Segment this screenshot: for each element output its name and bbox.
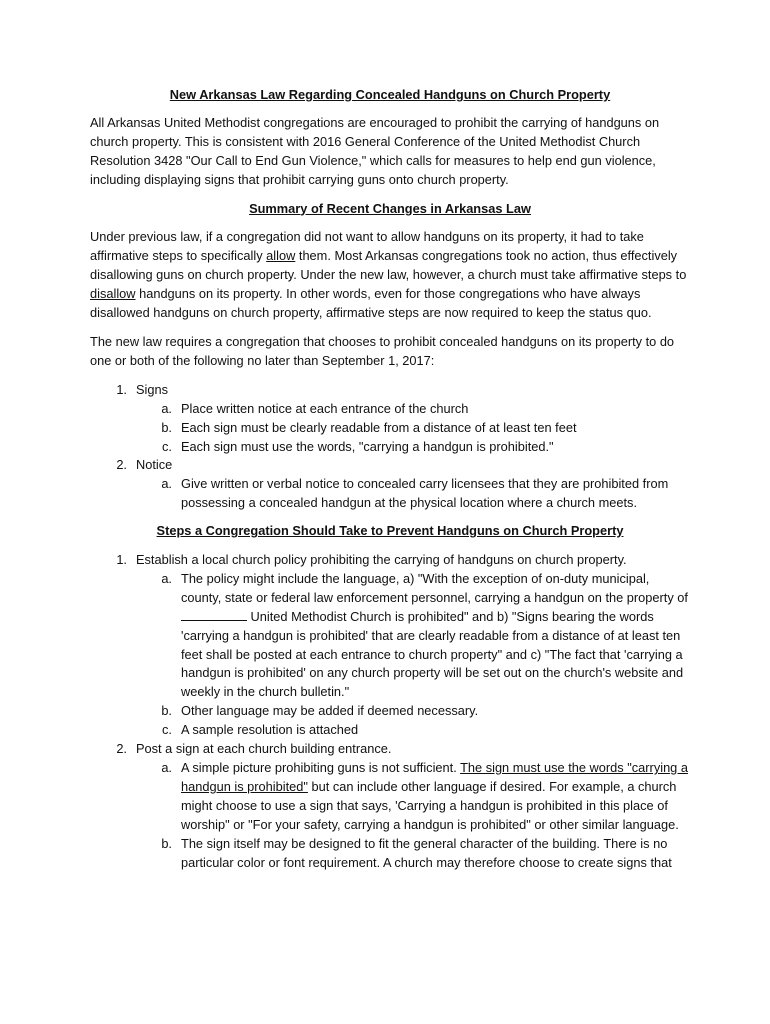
sub-list-item xyxy=(136,400,690,419)
sub-list-item xyxy=(136,419,690,438)
sub-list-item xyxy=(136,570,690,702)
sub-list-text: Each sign must be clearly readable from a distance of at least ten feet xyxy=(181,419,577,435)
sub-list-text: Other language may be added if deemed necessary. xyxy=(181,703,479,719)
sub-list-text xyxy=(181,570,690,702)
list-number: 1. xyxy=(116,552,127,568)
steps-list xyxy=(90,551,690,872)
list-item xyxy=(90,740,690,759)
sub-list-letter: c. xyxy=(162,438,172,454)
sub-list-item xyxy=(136,721,690,740)
steps-heading: Steps a Congregation Should Take to Prevent Handguns on Church Property xyxy=(156,523,624,539)
sub-list-letter: b. xyxy=(161,703,172,719)
list-number: 1. xyxy=(116,381,127,397)
requirements-list xyxy=(90,381,690,513)
sub-list-letter: a. xyxy=(161,400,172,416)
intro-paragraph: All Arkansas United Methodist congregations are encouraged to prohibit the carrying of handguns on church property. This is consistent with 2016 General Conference of the United Methodist Church Resolution 3428 "Our Call to End Gun Violence," which calls for measures to help end gun violence, including displaying signs that prohibit carrying guns onto church property. xyxy=(90,114,660,187)
list-number: 2. xyxy=(116,457,127,473)
summary-p1-text-b: them. Most Arkansas congregations took no action, thus effectively disallowing guns on church property. Under the new law, however, a church must take affirmative steps to xyxy=(90,248,687,283)
document-title: New Arkansas Law Regarding Concealed Handguns on Church Property xyxy=(169,87,611,102)
summary-p1-text-c: handguns on its property. In other words, even for those congregations who have always disallowed handguns on church property, affirmative steps are now required to keep the status quo. xyxy=(90,286,652,321)
sign-text-post: but can include other language if desired. For example, a church might choose to use a sign that says, 'Carrying a handgun is prohibited in this place of worship" or "For your safety, carrying a handgun is prohibited" or other similar language. xyxy=(181,778,679,832)
sub-list-letter: a. xyxy=(161,570,172,586)
sign-requirement-emphasis: The sign must use the words "carrying a handgun is prohibited" xyxy=(181,760,688,794)
disallow-emphasis: disallow xyxy=(90,286,136,302)
list-item-label: Signs xyxy=(136,381,169,397)
sub-list-text: Place written notice at each entrance of the church xyxy=(181,400,469,416)
church-name-blank xyxy=(181,608,247,621)
sub-list-letter: a. xyxy=(161,476,172,492)
list-number: 2. xyxy=(116,741,127,757)
document-body xyxy=(90,86,690,872)
sub-list-letter: a. xyxy=(161,760,172,775)
summary-p1-text-a: Under previous law, if a congregation did not want to allow handguns on its property, it had to take affirmative steps to specifically xyxy=(90,229,644,264)
list-item xyxy=(90,381,690,400)
sub-list-item xyxy=(136,702,690,721)
sub-list-text: The sign itself may be designed to fit the general character of the building. There is no particular color or font requirement. A church may therefore choose to create signs that xyxy=(181,835,672,870)
sub-list-text: Each sign must use the words, "carrying a handgun is prohibited." xyxy=(181,438,554,454)
sub-list-letter: b. xyxy=(161,835,172,851)
list-item-text: Establish a local church policy prohibiting the carrying of handguns on church property. xyxy=(136,552,627,568)
summary-paragraph-2: The new law requires a congregation that chooses to prohibit concealed handguns on its property to do one or both of the following no later than September 1, 2017: xyxy=(90,333,675,368)
sub-list-letter: c. xyxy=(162,722,172,738)
list-item-label: Notice xyxy=(136,457,173,473)
sub-list-letter: b. xyxy=(161,419,172,435)
sub-list-item xyxy=(136,438,690,457)
summary-heading: Summary of Recent Changes in Arkansas Law xyxy=(249,200,531,216)
sign-text-pre: A simple picture prohibiting guns is not sufficient. xyxy=(181,760,461,775)
policy-text-pre: The policy might include the language, a) "With the exception of on-duty municipal, county, state or federal law enforcement personnel, carrying a handgun on the property of xyxy=(181,570,688,605)
list-item-text: Post a sign at each church building entrance. xyxy=(136,741,392,757)
sub-list-text: Give written or verbal notice to concealed carry licensees that they are prohibited from possessing a concealed handgun at the physical location where a church meets. xyxy=(181,476,669,511)
list-item xyxy=(90,456,690,475)
sub-list-item xyxy=(136,759,690,835)
sub-list-item xyxy=(136,475,690,513)
allow-emphasis: allow xyxy=(266,248,296,264)
summary-paragraph-1 xyxy=(90,228,690,323)
sub-list-text: A sample resolution is attached xyxy=(181,722,359,738)
list-item xyxy=(90,551,690,570)
sub-list-text xyxy=(181,759,690,835)
policy-text-post: United Methodist Church is prohibited" and b) "Signs bearing the words 'carrying a handgun is prohibited' that are clearly readable from a distance of at least ten feet shall be posted at each entrance to church property" and c) "The fact that 'carrying a handgun is prohibited' on any church property will be set out on the church's website and weekly in the church bulletin." xyxy=(181,608,684,700)
sub-list-item xyxy=(136,835,690,873)
